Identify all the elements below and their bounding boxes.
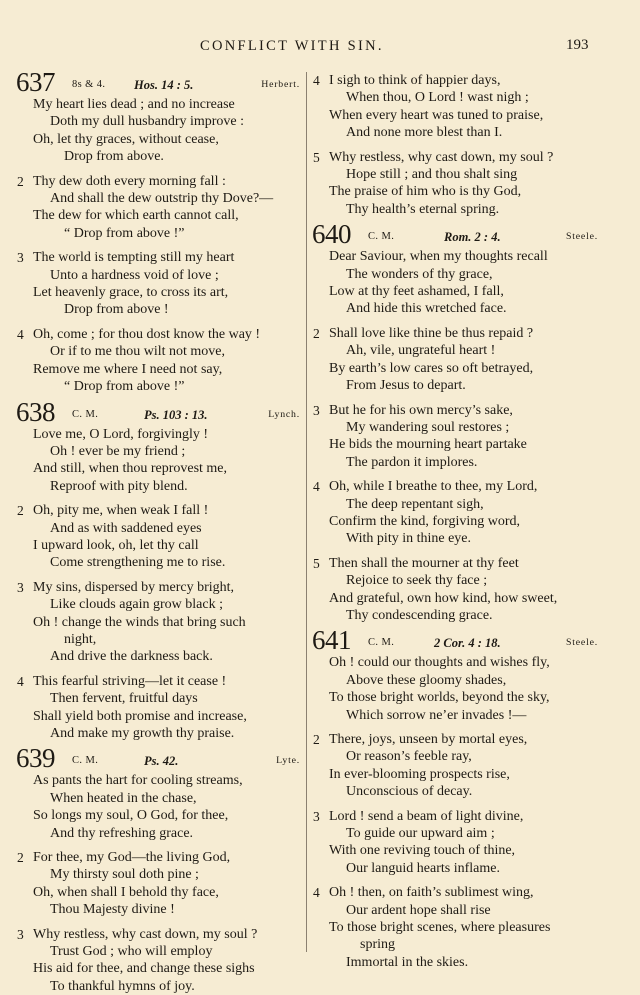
verse-line: Why restless, why cast down, my soul ? — [329, 149, 554, 165]
verse-line: And hide this wretched face. — [346, 301, 507, 317]
verse-line: “ Drop from above !” — [64, 379, 185, 395]
verse-line: Above these gloomy shades, — [346, 672, 507, 688]
verse-line: Then fervent, fruitful days — [50, 691, 198, 707]
verse-line: To thankful hymns of joy. — [50, 978, 195, 994]
stanza — [312, 478, 602, 548]
verse-line: Drop from above ! — [64, 302, 169, 318]
verse-line: Hope still ; and thou shalt sing — [346, 167, 518, 183]
stanza — [312, 731, 602, 801]
verse-line: From Jesus to depart. — [346, 378, 466, 394]
hymn-header — [312, 219, 602, 250]
hymn-meter: C. M. — [368, 231, 395, 243]
verse-line: And shall the dew outstrip thy Dove?— — [50, 191, 274, 207]
stanza-number: 5 — [313, 149, 320, 165]
stanza-number: 4 — [313, 885, 320, 901]
verse-line: To those bright worlds, beyond the sky, — [329, 690, 550, 706]
verse-line: To those bright scenes, where pleasures — [329, 920, 551, 936]
hymn-header — [16, 67, 304, 97]
verse-line: spring — [360, 937, 395, 953]
stanza-number: 3 — [313, 402, 320, 418]
verse-line: Or reason’s feeble ray, — [346, 749, 472, 765]
verse-line: Trust God ; who will employ — [50, 944, 213, 960]
stanza — [16, 502, 304, 572]
verse-line: Shall yield both promise and increase, — [33, 708, 247, 724]
stanza-number: 3 — [17, 926, 24, 942]
verse-line: Which sorrow ne’er invades !— — [346, 707, 527, 723]
verse-line: With one reviving touch of thine, — [329, 843, 516, 859]
hymn-author: Steele. — [566, 231, 598, 243]
verse-line: But he for his own mercy’s sake, — [329, 402, 513, 418]
scripture-reference: Ps. 103 : 13. — [144, 407, 208, 422]
stanza — [312, 149, 602, 219]
verse-line: Oh, let thy graces, without cease, — [33, 131, 219, 147]
column-divider — [306, 72, 307, 952]
verse-line: Let heavenly grace, to cross its art, — [33, 285, 229, 301]
stanza — [312, 325, 602, 395]
verse-line: Oh ! change the winds that bring such — [33, 614, 246, 630]
hymn-641 — [312, 625, 602, 971]
hymn-number: 641 — [312, 625, 351, 656]
verse-line: My thirsty soul doth pine ; — [50, 867, 199, 883]
stanza-number: 2 — [17, 850, 24, 866]
stanza-number: 3 — [17, 250, 24, 266]
verse-line: As pants the hart for cooling streams, — [33, 773, 243, 789]
verse-line: The world is tempting still my heart — [33, 250, 235, 266]
verse-line: I sigh to think of happier days, — [329, 73, 501, 88]
verse-line: Thy health’s eternal spring. — [346, 201, 500, 217]
stanza-number: 4 — [313, 73, 320, 88]
verse-line: Lord ! send a beam of light divine, — [329, 808, 524, 824]
stanza-number: 2 — [17, 503, 24, 519]
verse-line: And still, when thou reprovest me, — [33, 461, 228, 477]
verse-line: Low at thy feet ashamed, I fall, — [329, 284, 504, 300]
stanza-number: 2 — [313, 325, 320, 341]
stanza — [312, 402, 602, 472]
page-number: 193 — [566, 37, 589, 53]
verse-line: The deep repentant sigh, — [346, 496, 484, 512]
verse-line: Ah, vile, ungrateful heart ! — [346, 343, 496, 359]
stanza-number: 4 — [17, 673, 24, 689]
verse-line: Unto a hardness void of love ; — [50, 267, 219, 283]
verse-line: Unconscious of decay. — [346, 784, 473, 800]
verse-line: This fearful striving—let it cease ! — [33, 673, 227, 689]
verse-line: My sins, dispersed by mercy bright, — [33, 579, 235, 595]
verse-line: Why restless, why cast down, my soul ? — [33, 926, 258, 942]
verse-line: Thy condescending grace. — [346, 607, 493, 623]
verse-line: Like clouds again grow black ; — [50, 597, 224, 613]
verse-line: Dear Saviour, when my thoughts recall — [329, 249, 548, 265]
verse-line: Our ardent hope shall rise — [346, 902, 491, 918]
stanza — [312, 555, 602, 625]
verse-line: The dew for which earth cannot call, — [33, 208, 239, 224]
verse-line: His aid for thee, and change these sighs — [33, 961, 255, 977]
stanza-number: 3 — [313, 808, 320, 824]
verse-line: So longs my soul, O God, for thee, — [33, 808, 229, 824]
section-title: CONFLICT WITH SIN. — [200, 38, 384, 54]
verse-line: With pity in thine eye. — [346, 531, 472, 547]
scripture-reference: Rom. 2 : 4. — [444, 230, 501, 245]
verse-line: And thy refreshing grace. — [50, 825, 194, 841]
verse-line: Rejoice to seek thy face ; — [346, 573, 488, 589]
verse-line: There, joys, unseen by mortal eyes, — [329, 732, 528, 747]
verse-line: The praise of him who is thy God, — [329, 184, 522, 200]
hymn-640 — [312, 219, 602, 624]
stanza — [16, 326, 304, 396]
stanza — [16, 849, 304, 919]
verse-line: Oh, come ; for thou dost know the way ! — [33, 326, 261, 342]
stanza — [312, 884, 602, 971]
hymn-number: 638 — [16, 396, 55, 427]
verse-line: And none more blest than I. — [346, 125, 503, 141]
verse-line: Oh, when shall I behold thy face, — [33, 884, 219, 900]
verse-line: “ Drop from above !” — [64, 225, 185, 241]
hymn-author: Steele. — [566, 637, 598, 649]
right-column — [312, 72, 602, 971]
verse-line: Immortal in the skies. — [346, 954, 469, 970]
hymn-header — [16, 743, 304, 774]
verse-line: The wonders of thy grace, — [346, 266, 493, 282]
hymn-meter: C. M. — [72, 408, 99, 420]
verse-line: Oh, while I breathe to thee, my Lord, — [329, 479, 538, 495]
verse-line: Reproof with pity blend. — [50, 478, 188, 494]
stanza — [16, 673, 304, 743]
hymn-author: Herbert. — [261, 79, 300, 90]
verse-line: Oh ! then, on faith’s sublimest wing, — [329, 885, 534, 901]
stanza-number: 3 — [17, 579, 24, 595]
verse-line: And make my growth thy praise. — [50, 726, 235, 741]
stanza-number: 5 — [313, 555, 320, 571]
verse-line: For thee, my God—the living God, — [33, 850, 231, 866]
stanza-number: 4 — [313, 479, 320, 495]
scripture-reference: Ps. 42. — [144, 754, 179, 769]
stanza — [16, 772, 304, 842]
stanza — [312, 808, 602, 878]
verse-line: The pardon it implores. — [346, 454, 478, 470]
hymn-number: 640 — [312, 219, 351, 250]
hymn-author: Lyte. — [276, 755, 300, 767]
verse-line: Thou Majesty divine ! — [50, 902, 175, 918]
verse-line: My heart lies dead ; and no increase — [33, 97, 235, 112]
stanza — [16, 579, 304, 666]
verse-line: Confirm the kind, forgiving word, — [329, 513, 521, 529]
verse-line: Shall love like thine be thus repaid ? — [329, 325, 534, 341]
stanza — [312, 248, 602, 318]
verse-line: When every heart was tuned to praise, — [329, 107, 544, 123]
stanza — [16, 173, 304, 243]
verse-line: And as with saddened eyes — [50, 520, 202, 536]
hymn-meter: 8s & 4. — [72, 79, 106, 90]
stanza-number: 4 — [17, 326, 24, 342]
verse-line: My wandering soul restores ; — [346, 419, 510, 435]
hymn-header — [312, 625, 602, 656]
verse-line: Drop from above. — [64, 149, 164, 165]
running-head — [0, 38, 640, 58]
verse-line: When heated in the chase, — [50, 790, 197, 806]
verse-line: By earth’s low cares so oft betrayed, — [329, 360, 534, 376]
verse-line: He bids the mourning heart partake — [329, 437, 527, 453]
verse-line: Or if to me thou wilt not move, — [50, 344, 225, 360]
scripture-reference: Hos. 14 : 5. — [134, 78, 194, 92]
verse-line: And drive the darkness back. — [50, 649, 213, 665]
verse-line: And grateful, own how kind, how sweet, — [329, 590, 558, 606]
hymn-header — [16, 396, 304, 427]
hymn-639 — [16, 743, 304, 995]
hymn-author: Lynch. — [268, 408, 300, 420]
verse-line: Oh ! could our thoughts and wishes fly, — [329, 655, 550, 671]
hymn-number: 639 — [16, 743, 55, 774]
verse-line: Come strengthening me to rise. — [50, 555, 226, 571]
verse-line: When thou, O Lord ! wast nigh ; — [346, 90, 529, 106]
left-column — [16, 67, 304, 995]
stanza — [312, 72, 602, 142]
scripture-reference: 2 Cor. 4 : 18. — [434, 636, 501, 651]
verse-line: Oh, pity me, when weak I fall ! — [33, 503, 209, 519]
stanza-number: 2 — [313, 732, 320, 747]
verse-line: I upward look, oh, let thy call — [33, 537, 199, 553]
verse-line: Remove me where I need not say, — [33, 361, 223, 377]
stanza — [312, 654, 602, 724]
verse-line: Thy dew doth every morning fall : — [33, 173, 226, 189]
hymn-638 — [16, 396, 304, 743]
verse-line: night, — [64, 631, 97, 647]
stanza — [16, 926, 304, 995]
hymn-637 — [16, 67, 304, 396]
verse-line: Our languid hearts inflame. — [346, 860, 500, 876]
verse-line: Oh ! ever be my friend ; — [50, 443, 186, 459]
verse-line: Love me, O Lord, forgivingly ! — [33, 426, 209, 442]
hymn-639-continued — [312, 72, 602, 218]
verse-line: Then shall the mourner at thy feet — [329, 555, 519, 571]
hymn-meter: C. M. — [72, 755, 99, 767]
stanza — [16, 96, 304, 166]
hymn-meter: C. M. — [368, 637, 395, 649]
verse-line: Doth my dull husbandry improve : — [50, 114, 245, 130]
stanza-number: 2 — [17, 173, 24, 189]
verse-line: To guide our upward aim ; — [346, 826, 495, 842]
verse-line: In ever-blooming prospects rise, — [329, 766, 510, 782]
stanza — [16, 426, 304, 496]
stanza — [16, 249, 304, 319]
hymn-number: 637 — [16, 67, 55, 97]
